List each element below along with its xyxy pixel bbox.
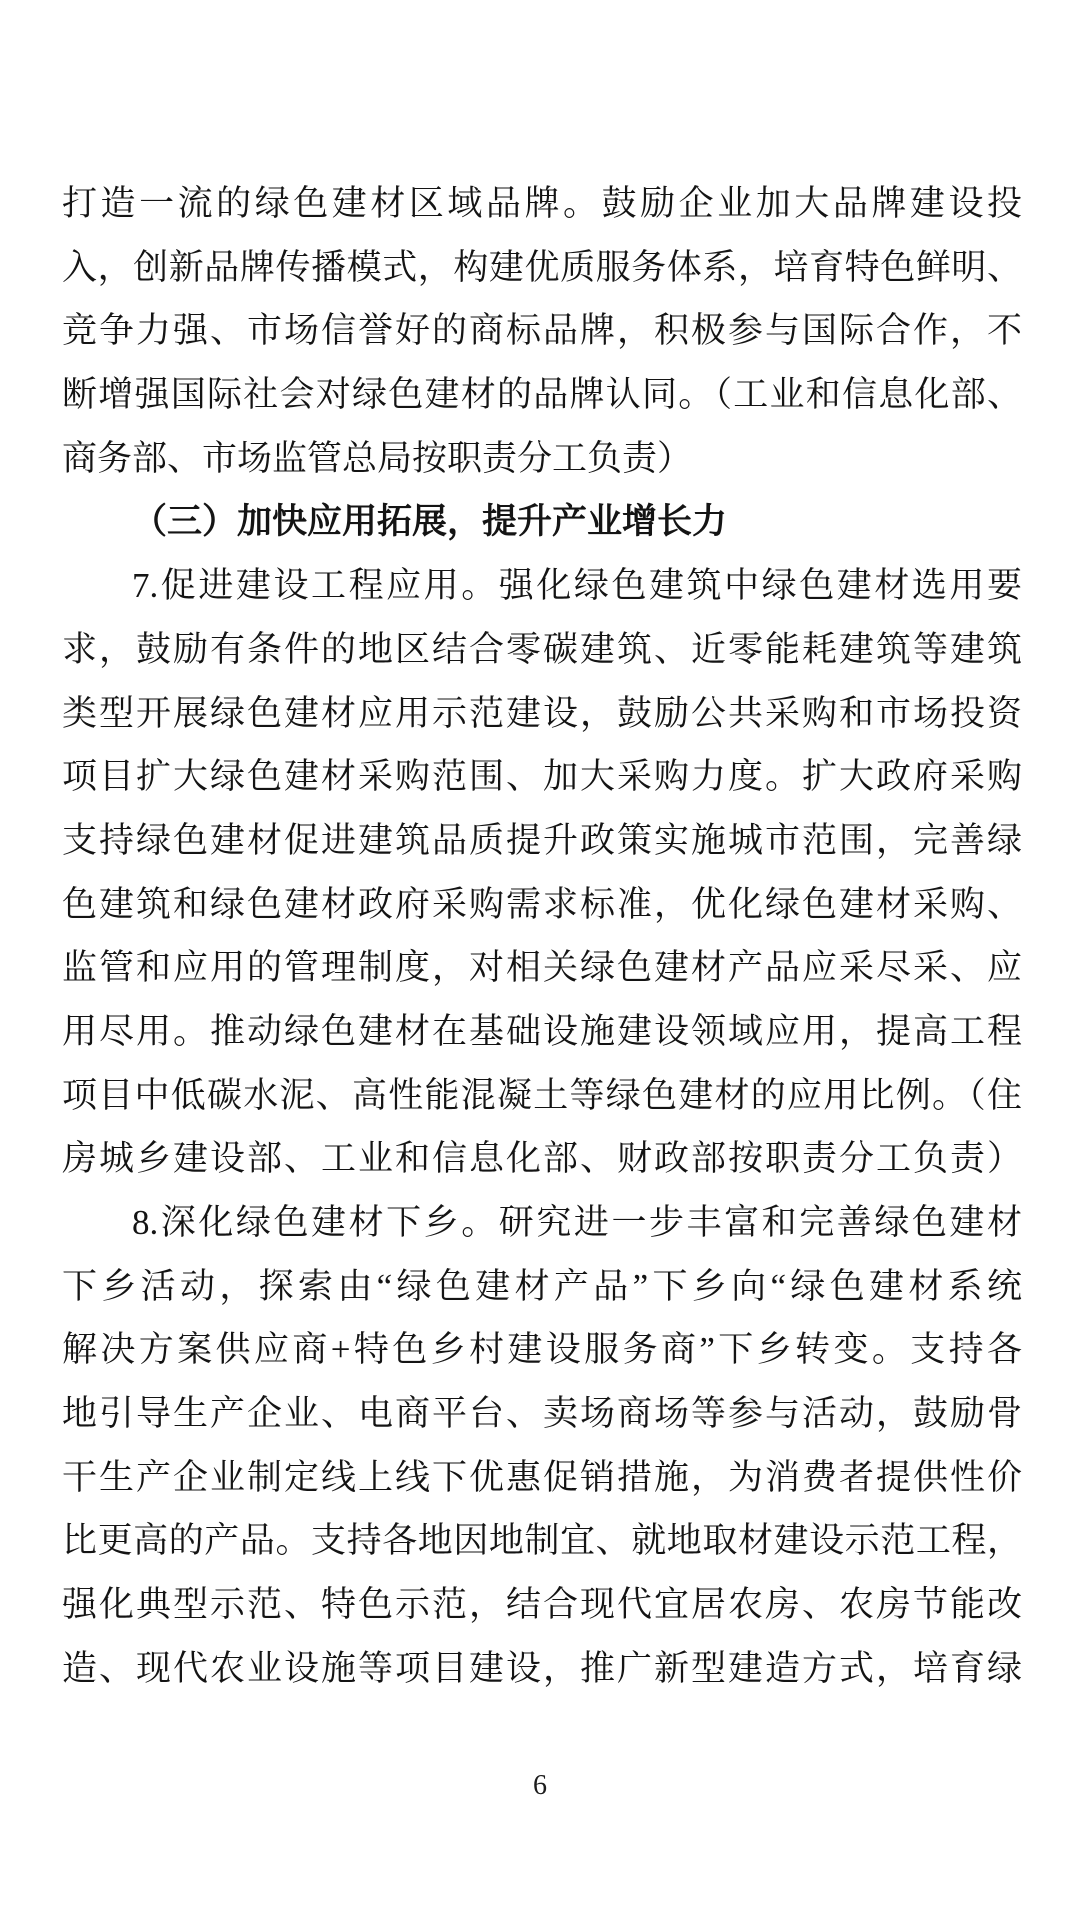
text-line: 8.深化绿色建材下乡。研究进一步丰富和完善绿色建材 xyxy=(132,1203,1022,1242)
text-line: 强化典型示范、特色示范，结合现代宜居农房、农房节能改 xyxy=(62,1585,1022,1625)
text-line: 房城乡建设部、工业和信息化部、财政部按职责分工负责） xyxy=(62,1139,1022,1179)
text-line: 类型开展绿色建材应用示范建设，鼓励公共采购和市场投资 xyxy=(62,693,1022,733)
document-body xyxy=(62,172,1022,1701)
page-number: 6 xyxy=(533,1770,547,1801)
text-line: 断增强国际社会对绿色建材的品牌认同。（工业和信息化部、 xyxy=(62,375,1022,415)
text-line: 监管和应用的管理制度，对相关绿色建材产品应采尽采、应 xyxy=(62,948,1022,988)
text-line: 比更高的产品。支持各地因地制宜、就地取材建设示范工程， xyxy=(62,1521,1022,1561)
text-line: 打造一流的绿色建材区域品牌。鼓励企业加大品牌建设投 xyxy=(62,184,1022,223)
text-line: 项目中低碳水泥、高性能混凝土等绿色建材的应用比例。（住 xyxy=(62,1075,1022,1115)
text-line: 用尽用。推动绿色建材在基础设施建设领域应用，提高工程 xyxy=(62,1011,1022,1051)
section-heading: （三）加快应用拓展，提升产业增长力 xyxy=(132,502,728,542)
text-line: 干生产企业制定线上线下优惠促销措施，为消费者提供性价 xyxy=(62,1457,1022,1497)
text-line: 解决方案供应商+特色乡村建设服务商”下乡转变。支持各 xyxy=(62,1330,1022,1370)
text-line: 下乡活动，探索由“绿色建材产品”下乡向“绿色建材系统 xyxy=(62,1266,1022,1306)
text-line: 地引导生产企业、电商平台、卖场商场等参与活动，鼓励骨 xyxy=(62,1394,1022,1434)
text-line: 项目扩大绿色建材采购范围、加大采购力度。扩大政府采购 xyxy=(62,757,1022,797)
text-line: 入，创新品牌传播模式，构建优质服务体系，培育特色鲜明、 xyxy=(62,247,1022,287)
text-line: 色建筑和绿色建材政府采购需求标准，优化绿色建材采购、 xyxy=(62,884,1022,924)
text-line: 商务部、市场监管总局按职责分工负责） xyxy=(62,438,693,478)
text-line: 竞争力强、市场信誉好的商标品牌，积极参与国际合作，不 xyxy=(62,311,1022,351)
text-line: 造、现代农业设施等项目建设，推广新型建造方式，培育绿 xyxy=(62,1648,1022,1688)
text-line: 7.促进建设工程应用。强化绿色建筑中绿色建材选用要 xyxy=(132,566,1022,606)
text-line: 求，鼓励有条件的地区结合零碳建筑、近零能耗建筑等建筑 xyxy=(62,629,1022,669)
text-line: 支持绿色建材促进建筑品质提升政策实施城市范围，完善绿 xyxy=(62,820,1022,860)
